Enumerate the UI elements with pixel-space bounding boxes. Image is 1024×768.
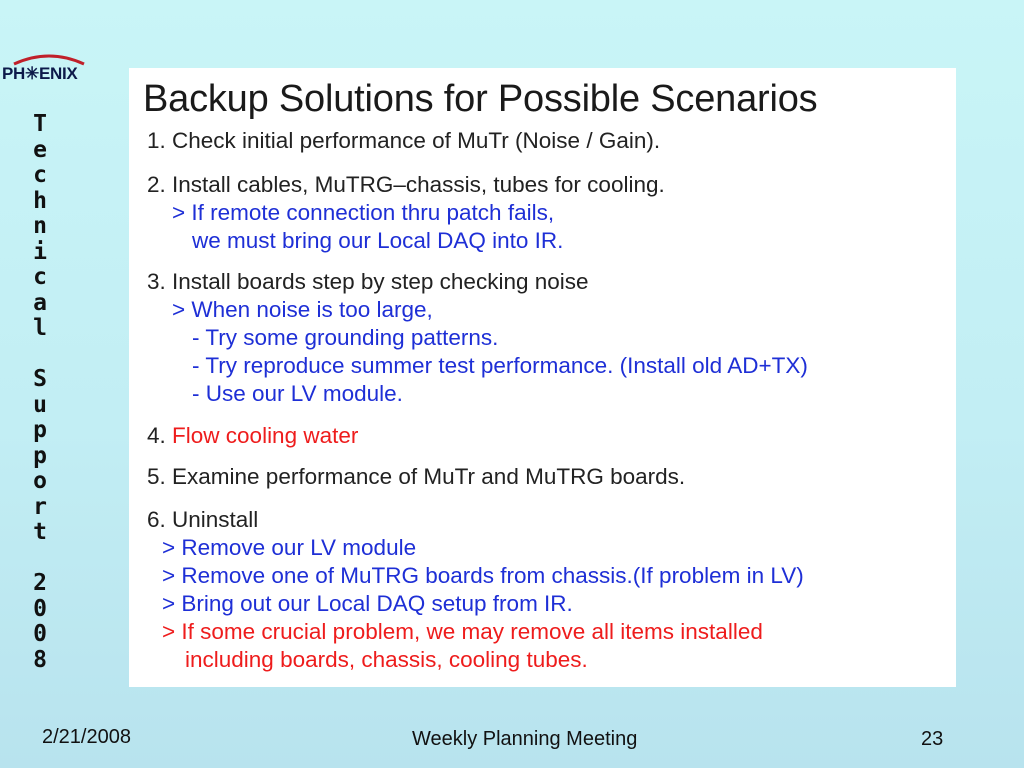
side-label-char: l [33,315,47,341]
item-2-sub-2: we must bring our Local DAQ into IR. [192,228,564,253]
item-3-sub-4: - Use our LV module. [192,381,403,406]
item-6-sub-1: > Remove our LV module [162,535,417,560]
side-label-char: i [33,238,47,265]
footer-page-number: 23 [921,728,944,750]
side-label-char: 0 [33,621,47,647]
side-label-char: c [33,162,47,188]
side-label-char: r [33,493,47,520]
item-3: 3. Install boards step by step checking noise [147,269,589,294]
item-4 [147,422,358,451]
side-label-char: T [33,111,47,137]
side-label-char: 8 [33,646,47,673]
item-6-sub-5: including boards, chassis, cooling tubes. [185,647,588,672]
item-5: 5. Examine performance of MuTr and MuTRG boards. [147,464,686,489]
item-2: 2. Install cables, MuTRG–chassis, tubes for cooling. [147,172,665,197]
slide-content-panel [129,68,956,687]
phenix-logo [2,54,98,88]
slide-title: Backup Solutions for Possible Scenarios [143,78,818,120]
side-label-char: n [33,213,47,239]
logo-text: PH✳ENIX [2,64,78,83]
side-label-char: h [33,187,47,214]
side-label-char: e [33,136,47,163]
item-6-sub-4: > If some crucial problem, we may remove all items installed [162,619,763,644]
side-label-technical-support-2008 [22,112,58,673]
item-6: 6. Uninstall [147,507,259,532]
side-label-char: u [33,391,47,418]
side-label-char: c [33,264,47,290]
side-label-char: a [33,289,47,316]
footer-meeting-title: Weekly Planning Meeting [412,728,638,750]
item-4-number: 4. [147,423,173,448]
item-6-sub-2: > Remove one of MuTRG boards from chassis.(If problem in LV) [162,563,804,588]
item-2-sub-1: > If remote connection thru patch fails, [172,200,555,225]
item-3-sub-1: > When noise is too large, [172,297,433,322]
footer-date: 2/21/2008 [42,726,131,748]
side-label-char: o [33,468,47,494]
side-label-char: S [33,366,47,392]
side-label-char: 2 [33,570,47,596]
side-label-char: t [33,519,47,545]
item-4-text: Flow cooling water [172,423,359,448]
item-3-sub-3: - Try reproduce summer test performance. (Install old AD+TX) [192,353,808,378]
item-3-sub-2: - Try some grounding patterns. [192,325,499,350]
side-label-char: 0 [33,595,47,622]
side-label-char: p [33,417,47,443]
item-6-sub-3: > Bring out our Local DAQ setup from IR. [162,591,573,616]
item-1: 1. Check initial performance of MuTr (Noise / Gain). [147,128,661,153]
side-label-char: p [33,442,47,469]
